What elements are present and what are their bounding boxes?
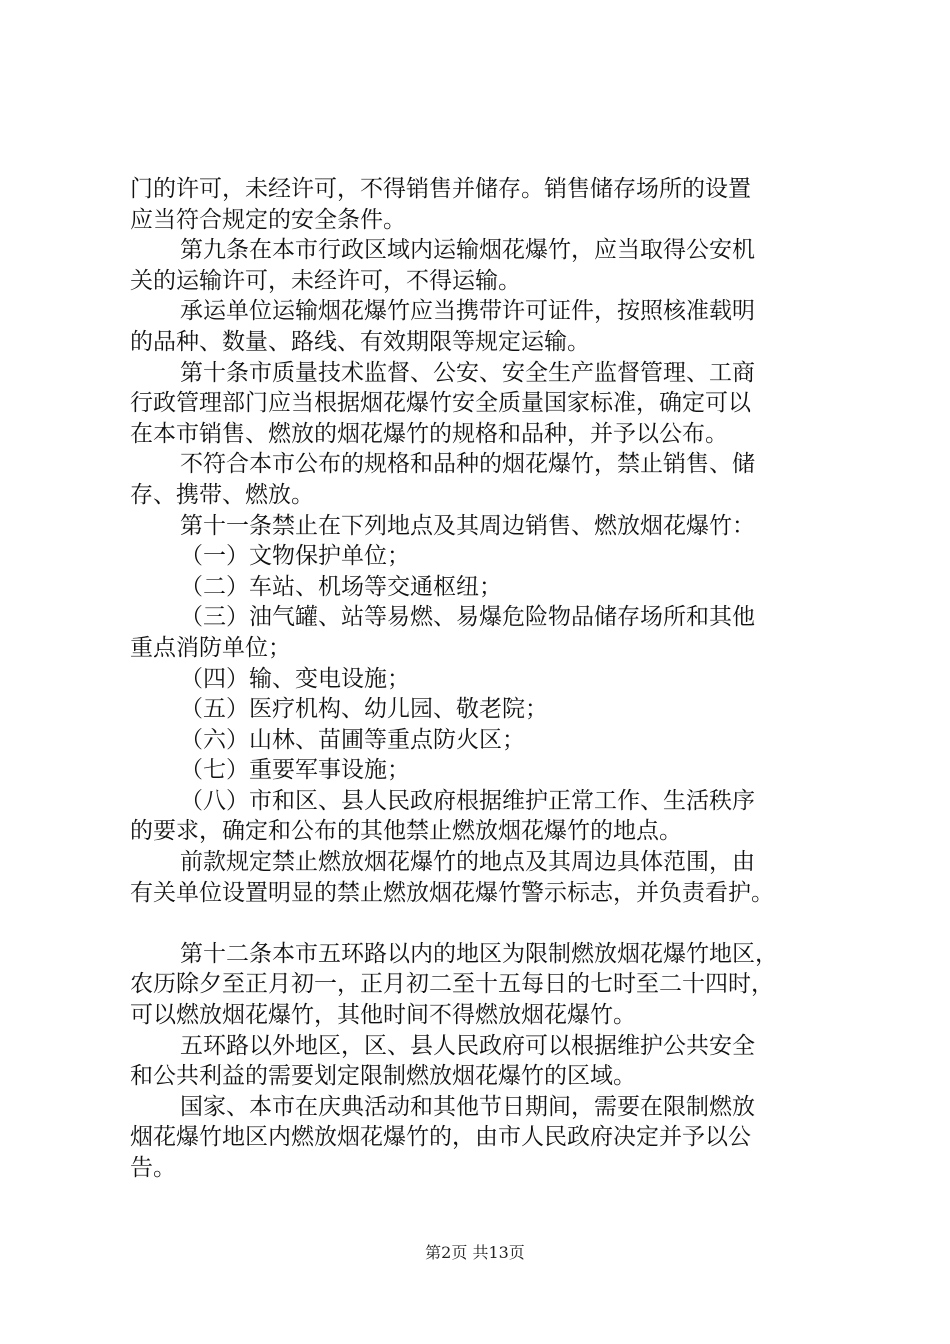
text-line: 在本市销售、燃放的烟花爆竹的规格和品种，并予以公布。 (130, 420, 728, 447)
text-line: 的品种、数量、路线、有效期限等规定运输。 (130, 328, 590, 355)
page-number-footer: 第2页 共13页 (425, 1243, 525, 1262)
paragraph-line: 不符合本市公布的规格和品种的烟花爆竹，禁止销售、储 (180, 451, 755, 478)
text-line: 的要求，确定和公布的其他禁止燃放烟花爆竹的地点。 (130, 818, 682, 845)
text-line: 有关单位设置明显的禁止燃放烟花爆竹警示标志，并负责看护。 (130, 879, 774, 906)
text-line: 关的运输许可，未经许可，不得运输。 (130, 267, 521, 294)
text-line: 行政管理部门应当根据烟花爆竹安全质量国家标准，确定可以 (130, 390, 751, 417)
list-item: （七）重要军事设施； (180, 757, 410, 784)
text-line: 烟花爆竹地区内燃放烟花爆竹的，由市人民政府决定并予以公 (130, 1124, 751, 1151)
list-item: （六）山林、苗圃等重点防火区； (180, 726, 525, 753)
text-line: 可以燃放烟花爆竹，其他时间不得燃放烟花爆竹。 (130, 1002, 636, 1029)
text-line: 重点消防单位； (130, 634, 291, 661)
paragraph-gap (130, 908, 830, 939)
article-9-line: 第九条在本市行政区域内运输烟花爆竹，应当取得公安机 (180, 237, 755, 264)
paragraph-line: 承运单位运输烟花爆竹应当携带许可证件，按照核准载明 (180, 298, 755, 325)
paragraph-line: 前款规定禁止燃放烟花爆竹的地点及其周边具体范围，由 (180, 849, 755, 876)
list-item: （二）车站、机场等交通枢纽； (180, 573, 502, 600)
article-11-line: 第十一条禁止在下列地点及其周边销售、燃放烟花爆竹： (180, 512, 755, 539)
text-line: 和公共利益的需要划定限制燃放烟花爆竹的区域。 (130, 1063, 636, 1090)
paragraph-line: 国家、本市在庆典活动和其他节日期间，需要在限制燃放 (180, 1093, 755, 1120)
text-line: 门的许可，未经许可，不得销售并储存。销售储存场所的设置 (130, 176, 751, 202)
text-line: 农历除夕至正月初一，正月初二至十五每日的七时至二十四时， (130, 971, 774, 998)
list-item: （四）输、变电设施； (180, 665, 410, 692)
list-item: （三）油气罐、站等易燃、易爆危险物品储存场所和其他 (180, 604, 755, 631)
list-item: （一）文物保护单位； (180, 543, 410, 570)
text-line: 告。 (130, 1155, 176, 1181)
article-12-line: 第十二条本市五环路以内的地区为限制燃放烟花爆竹地区， (180, 940, 778, 967)
document-body (130, 174, 830, 1184)
list-item: （五）医疗机构、幼儿园、敬老院； (180, 696, 548, 723)
text-line: 应当符合规定的安全条件。 (130, 206, 406, 233)
list-item: （八）市和区、县人民政府根据维护正常工作、生活秩序 (180, 787, 755, 814)
article-10-line: 第十条市质量技术监督、公安、安全生产监督管理、工商 (180, 359, 755, 386)
paragraph-line: 五环路以外地区，区、县人民政府可以根据维护公共安全 (180, 1032, 755, 1059)
text-line: 存、携带、燃放。 (130, 481, 314, 508)
